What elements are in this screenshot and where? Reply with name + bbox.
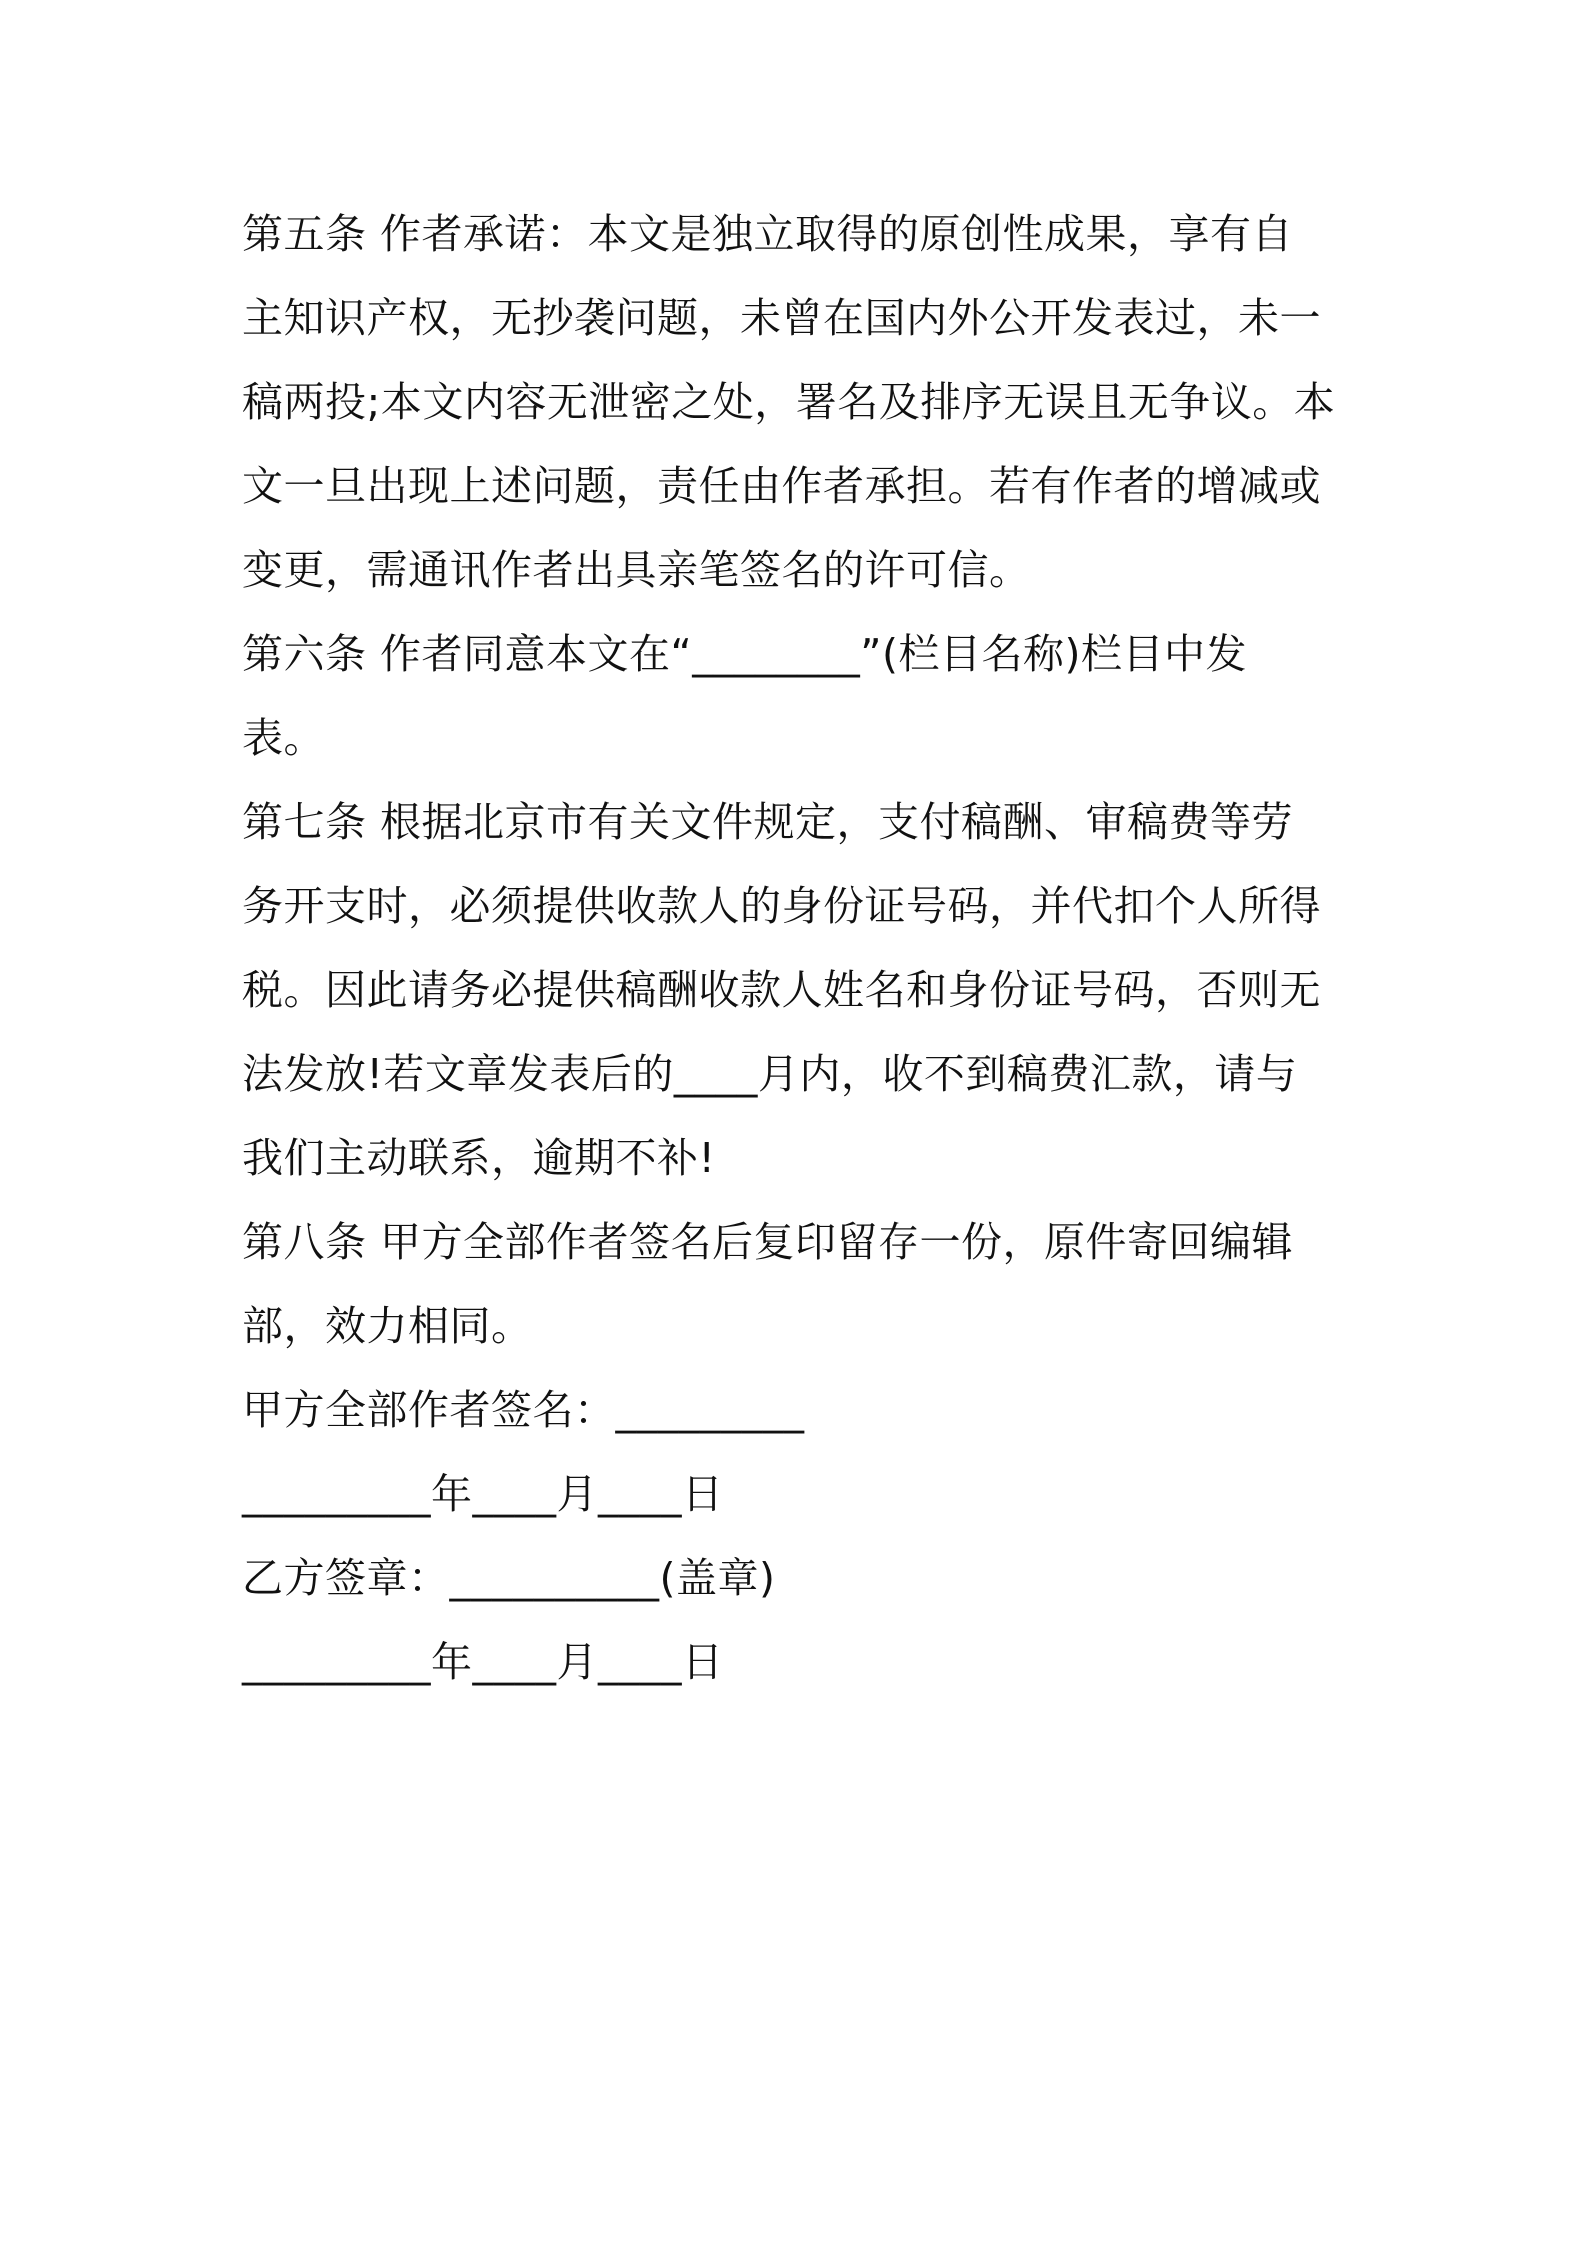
article-5-line-5: 变更，需通讯作者出具亲笔签名的许可信。: [242, 546, 1031, 594]
party-b-date-line: _________年____月____日: [242, 1638, 724, 1686]
article-7-line-1: 第七条 根据北京市有关文件规定，支付稿酬、审稿费等劳: [242, 798, 1294, 846]
article-7-line-5: 我们主动联系，逾期不补!: [242, 1134, 716, 1182]
document-body: [242, 192, 1352, 1704]
article-8-line-1: 第八条 甲方全部作者签名后复印留存一份，原件寄回编辑: [242, 1218, 1294, 1266]
article-6-line-1: 第六条 作者同意本文在“________”(栏目名称)栏目中发: [242, 630, 1248, 678]
article-5-line-4: 文一旦出现上述问题，责任由作者承担。若有作者的增减或: [242, 462, 1321, 510]
article-7-line-2: 务开支时，必须提供收款人的身份证号码，并代扣个人所得: [242, 882, 1321, 930]
party-a-signature-line: 甲方全部作者签名：_________: [242, 1386, 805, 1434]
party-a-date-line: _________年____月____日: [242, 1470, 724, 1518]
article-7-line-4: 法发放!若文章发表后的____月内，收不到稿费汇款，请与: [242, 1050, 1298, 1098]
article-8-line-2: 部，效力相同。: [242, 1302, 533, 1350]
article-5-line-1: 第五条 作者承诺：本文是独立取得的原创性成果，享有自: [242, 210, 1294, 258]
article-6-line-2: 表。: [242, 714, 325, 762]
article-5-line-2: 主知识产权，无抄袭问题，未曾在国内外公开发表过，未一: [242, 294, 1321, 342]
article-7-line-3: 税。因此请务必提供稿酬收款人姓名和身份证号码，否则无: [242, 966, 1321, 1014]
party-b-seal-line: 乙方签章：__________(盖章): [242, 1554, 776, 1602]
article-5-line-3: 稿两投;本文内容无泄密之处，署名及排序无误且无争议。本: [242, 378, 1336, 426]
